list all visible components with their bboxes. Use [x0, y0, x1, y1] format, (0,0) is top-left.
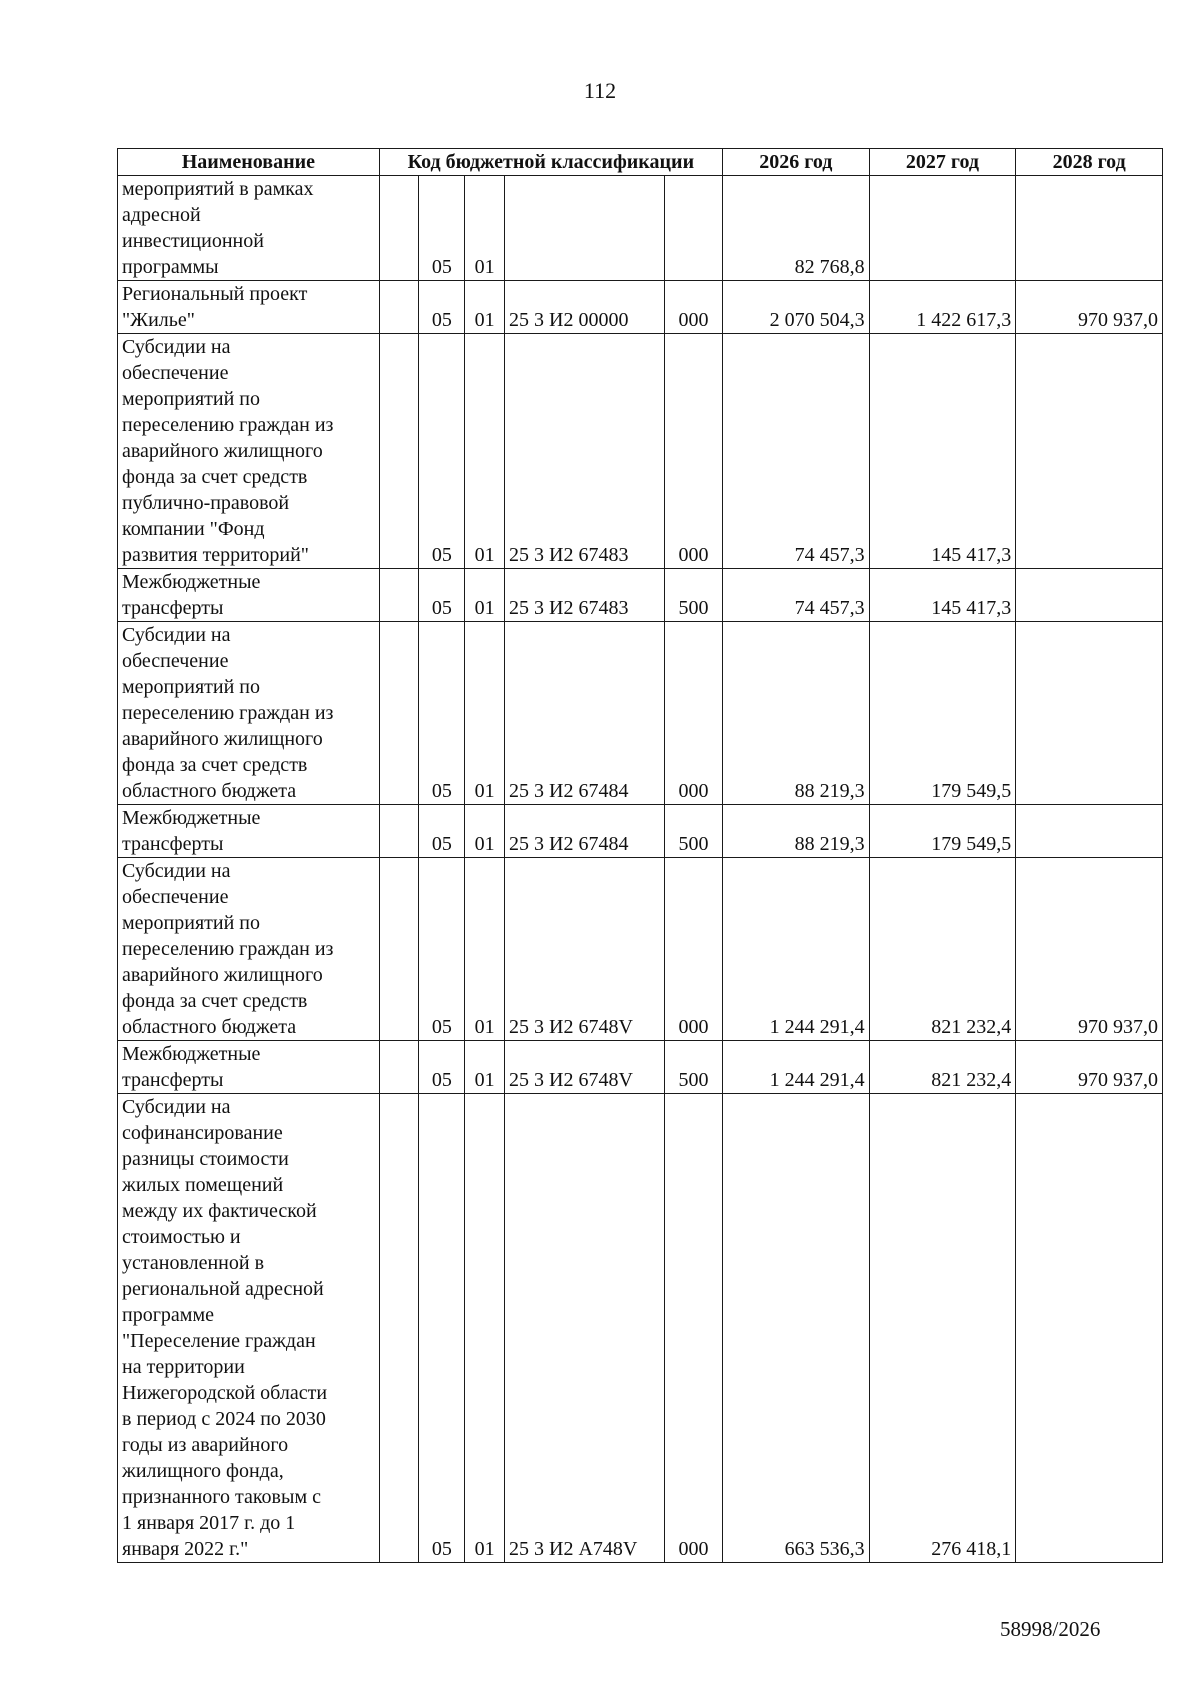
amount-2027: 179 549,5 — [869, 805, 1016, 858]
amount-2026: 1 244 291,4 — [722, 858, 869, 1041]
code-ministry — [379, 569, 419, 622]
code-ministry — [379, 176, 419, 281]
code-section: 05 — [419, 858, 465, 1041]
amount-2028 — [1016, 569, 1163, 622]
table-row — [118, 569, 1163, 622]
table-row — [118, 334, 1163, 569]
header-name: Наименование — [118, 149, 380, 176]
code-section: 05 — [419, 1041, 465, 1094]
code-expense-type: 000 — [664, 1094, 722, 1563]
code-ministry — [379, 1041, 419, 1094]
code-expense-type: 000 — [664, 622, 722, 805]
code-target: 25 3 И2 67483 — [505, 569, 665, 622]
amount-2026: 663 536,3 — [722, 1094, 869, 1563]
code-section: 05 — [419, 569, 465, 622]
code-subsection: 01 — [465, 1094, 505, 1563]
header-2027: 2027 год — [869, 149, 1016, 176]
code-subsection: 01 — [465, 1041, 505, 1094]
code-ministry — [379, 1094, 419, 1563]
page-number: 112 — [583, 78, 617, 103]
amount-2026: 82 768,8 — [722, 176, 869, 281]
code-target: 25 3 И2 67484 — [505, 805, 665, 858]
amount-2028 — [1016, 622, 1163, 805]
code-ministry — [379, 281, 419, 334]
table-row — [118, 176, 1163, 281]
header-2028: 2028 год — [1016, 149, 1163, 176]
code-section: 05 — [419, 622, 465, 805]
row-name: Субсидии на обеспечение мероприятий по переселению граждан из аварийного жилищного фонда за счет средств областного бюджета — [118, 858, 380, 1041]
amount-2027: 179 549,5 — [869, 622, 1016, 805]
code-ministry — [379, 334, 419, 569]
amount-2028 — [1016, 1094, 1163, 1563]
amount-2027: 145 417,3 — [869, 569, 1016, 622]
amount-2026: 74 457,3 — [722, 569, 869, 622]
table-row — [118, 622, 1163, 805]
amount-2027: 821 232,4 — [869, 1041, 1016, 1094]
code-subsection: 01 — [465, 622, 505, 805]
code-target: 25 3 И2 6748V — [505, 1041, 665, 1094]
document-registration-number: 58998/2026 — [1000, 1617, 1101, 1641]
code-subsection: 01 — [465, 805, 505, 858]
table-row — [118, 1041, 1163, 1094]
code-subsection: 01 — [465, 281, 505, 334]
budget-table — [117, 148, 1163, 1563]
code-expense-type: 500 — [664, 569, 722, 622]
amount-2027: 821 232,4 — [869, 858, 1016, 1041]
code-subsection: 01 — [465, 176, 505, 281]
row-name: Межбюджетные трансферты — [118, 569, 380, 622]
row-name: Региональный проект "Жилье" — [118, 281, 380, 334]
amount-2026: 88 219,3 — [722, 805, 869, 858]
code-expense-type: 000 — [664, 281, 722, 334]
amount-2028 — [1016, 176, 1163, 281]
amount-2028: 970 937,0 — [1016, 1041, 1163, 1094]
code-ministry — [379, 805, 419, 858]
amount-2027 — [869, 176, 1016, 281]
amount-2028: 970 937,0 — [1016, 858, 1163, 1041]
table-row — [118, 281, 1163, 334]
amount-2026: 2 070 504,3 — [722, 281, 869, 334]
code-target: 25 3 И2 67483 — [505, 334, 665, 569]
code-subsection: 01 — [465, 858, 505, 1041]
row-name: Межбюджетные трансферты — [118, 805, 380, 858]
row-name: Субсидии на обеспечение мероприятий по переселению граждан из аварийного жилищного фонда за счет средств публично-правовой компании "Фонд развития территорий" — [118, 334, 380, 569]
code-target: 25 3 И2 67484 — [505, 622, 665, 805]
code-expense-type: 500 — [664, 1041, 722, 1094]
table-row — [118, 858, 1163, 1041]
amount-2028 — [1016, 334, 1163, 569]
code-section: 05 — [419, 334, 465, 569]
amount-2027: 145 417,3 — [869, 334, 1016, 569]
header-code: Код бюджетной классификации — [379, 149, 722, 176]
code-ministry — [379, 858, 419, 1041]
row-name: мероприятий в рамках адресной инвестиционной программы — [118, 176, 380, 281]
amount-2027: 1 422 617,3 — [869, 281, 1016, 334]
row-name: Субсидии на обеспечение мероприятий по переселению граждан из аварийного жилищного фонда за счет средств областного бюджета — [118, 622, 380, 805]
code-subsection: 01 — [465, 334, 505, 569]
code-section: 05 — [419, 805, 465, 858]
code-expense-type: 000 — [664, 858, 722, 1041]
code-target: 25 3 И2 00000 — [505, 281, 665, 334]
code-target: 25 3 И2 6748V — [505, 858, 665, 1041]
row-name: Субсидии на софинансирование разницы стоимости жилых помещений между их фактической стоимостью и установленной в региональной адресной программе "Переселение граждан на территории Нижегородской области в период с 2024 по 2030 годы из аварийного жилищного фонда, признанного таковым с 1 января 2017 г. до 1 января 2022 г." — [118, 1094, 380, 1563]
header-2026: 2026 год — [722, 149, 869, 176]
amount-2028 — [1016, 805, 1163, 858]
code-section: 05 — [419, 1094, 465, 1563]
code-ministry — [379, 622, 419, 805]
table-header-row — [118, 149, 1163, 176]
code-target: 25 3 И2 А748V — [505, 1094, 665, 1563]
table-row — [118, 1094, 1163, 1563]
amount-2026: 88 219,3 — [722, 622, 869, 805]
code-expense-type: 500 — [664, 805, 722, 858]
code-target — [505, 176, 665, 281]
row-name: Межбюджетные трансферты — [118, 1041, 380, 1094]
table-row — [118, 805, 1163, 858]
amount-2027: 276 418,1 — [869, 1094, 1016, 1563]
amount-2028: 970 937,0 — [1016, 281, 1163, 334]
amount-2026: 74 457,3 — [722, 334, 869, 569]
code-expense-type — [664, 176, 722, 281]
code-section: 05 — [419, 281, 465, 334]
code-expense-type: 000 — [664, 334, 722, 569]
code-subsection: 01 — [465, 569, 505, 622]
amount-2026: 1 244 291,4 — [722, 1041, 869, 1094]
code-section: 05 — [419, 176, 465, 281]
